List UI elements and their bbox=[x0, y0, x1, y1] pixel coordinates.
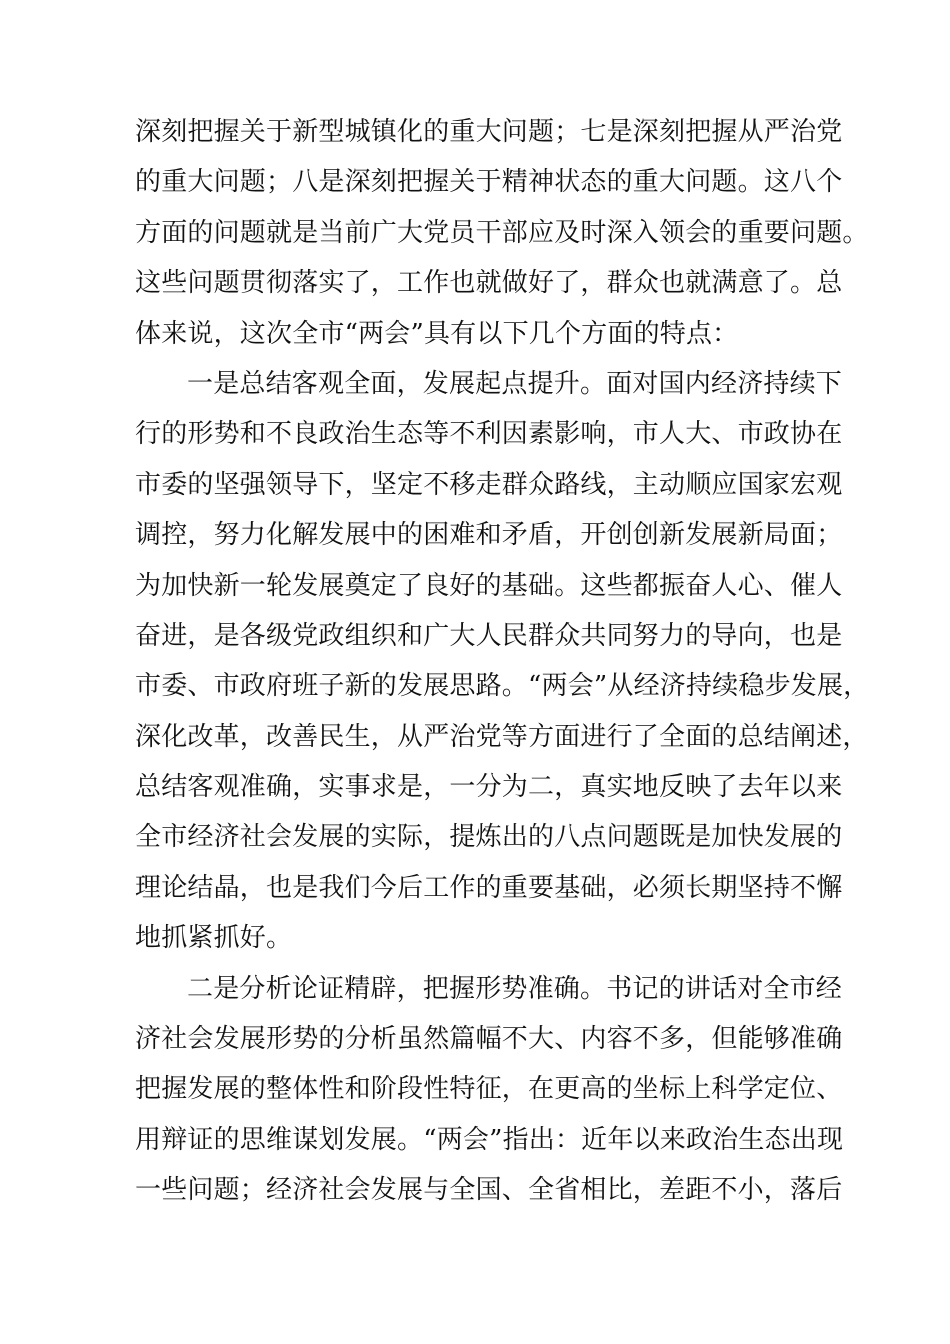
paragraph-first-line: 一是总结客观全面，发展起点提升。面对国内经济持续下 bbox=[187, 368, 843, 399]
text-line: 把握发展的整体性和阶段性特征，在更高的坐标上科学定位、 bbox=[135, 1074, 843, 1105]
text-line: 深化改革，改善民生，从严治党等方面进行了全面的总结阐述， bbox=[135, 721, 869, 752]
text-line: 这些问题贯彻落实了，工作也就做好了，群众也就满意了。总 bbox=[135, 268, 843, 299]
body-text bbox=[135, 107, 870, 1216]
text-line: 方面的问题就是当前广大党员干部应及时深入领会的重要问题。 bbox=[135, 217, 869, 248]
paragraph-first-line: 二是分析论证精辟，把握形势准确。书记的讲话对全市经 bbox=[187, 973, 843, 1004]
text-line: 市委、市政府班子新的发展思路。“两会”从经济持续稳步发展， bbox=[135, 671, 870, 702]
text-line: 用辩证的思维谋划发展。“两会”指出：近年以来政治生态出现 bbox=[135, 1124, 844, 1155]
text-line: 理论结晶，也是我们今后工作的重要基础，必须长期坚持不懈 bbox=[135, 872, 843, 903]
text-line: 全市经济社会发展的实际，提炼出的八点问题既是加快发展的 bbox=[135, 822, 843, 853]
text-line: 体来说，这次全市“两会”具有以下几个方面的特点： bbox=[135, 318, 739, 349]
text-line: 深刻把握关于新型城镇化的重大问题；七是深刻把握从严治党 bbox=[135, 117, 843, 147]
text-line: 济社会发展形势的分析虽然篇幅不大、内容不多，但能够准确 bbox=[135, 1024, 843, 1055]
text-line: 为加快新一轮发展奠定了良好的基础。这些都振奋人心、催人 bbox=[135, 570, 843, 601]
text-line: 行的形势和不良政治生态等不利因素影响，市人大、市政协在 bbox=[135, 419, 843, 450]
text-line: 一些问题；经济社会发展与全国、全省相比，差距不小，落后 bbox=[135, 1175, 843, 1206]
text-line: 总结客观准确，实事求是，一分为二，真实地反映了去年以来 bbox=[135, 772, 843, 803]
text-line: 的重大问题；八是深刻把握关于精神状态的重大问题。这八个 bbox=[135, 167, 843, 198]
text-line: 奋进，是各级党政组织和广大人民群众共同努力的导向，也是 bbox=[135, 620, 843, 651]
text-line: 地抓紧抓好。 bbox=[135, 923, 293, 954]
text-line: 市委的坚强领导下，坚定不移走群众路线，主动顺应国家宏观 bbox=[135, 469, 843, 500]
text-line: 调控，努力化解发展中的困难和矛盾，开创创新发展新局面； bbox=[135, 520, 843, 551]
